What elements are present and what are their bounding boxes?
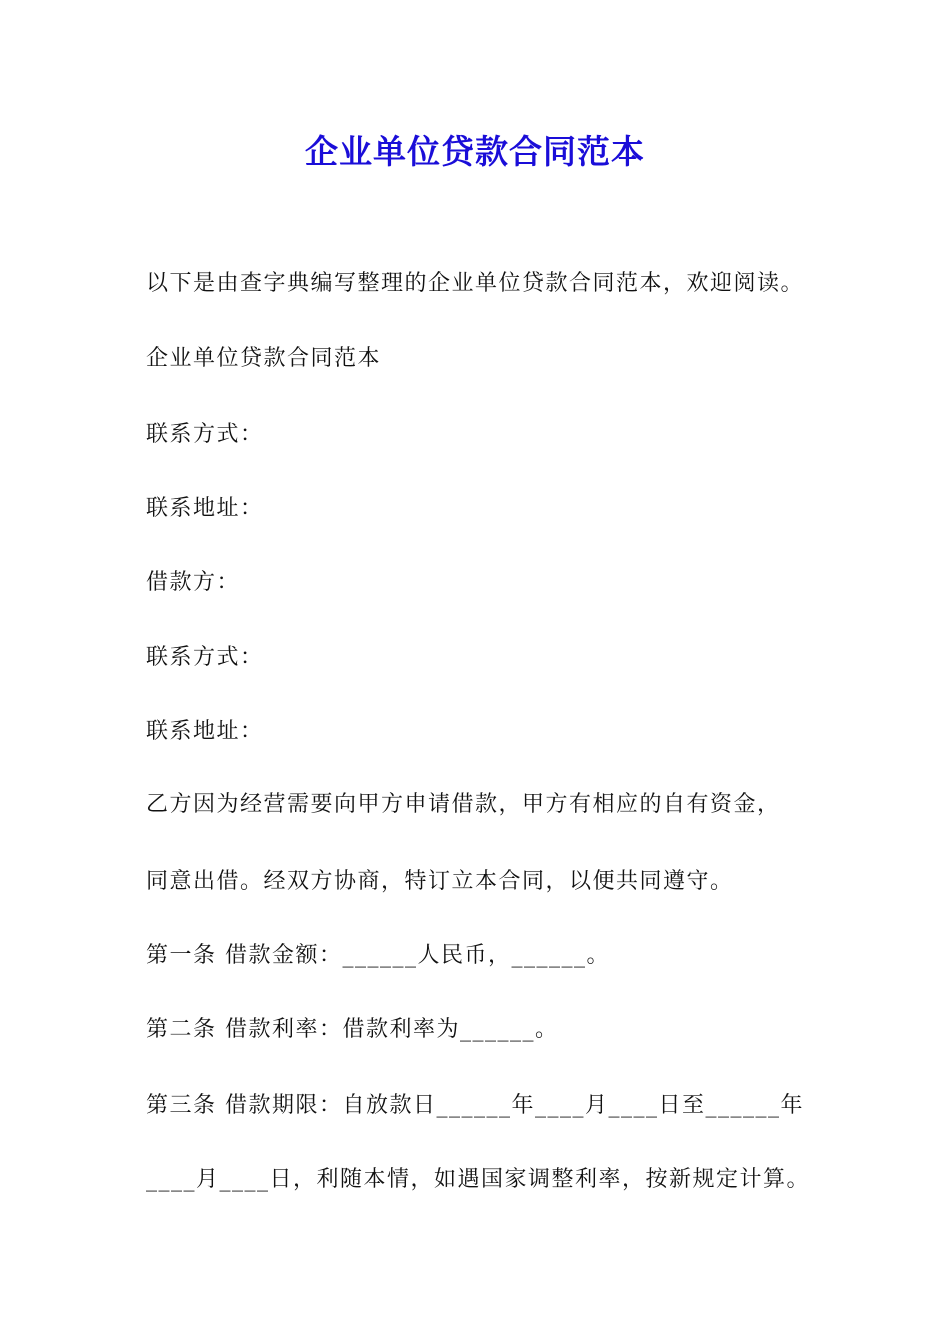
preamble-line-1: 乙方因为经营需要向甲方申请借款，甲方有相应的自有资金， [146, 792, 781, 817]
borrower-contact-label: 联系方式： [146, 645, 264, 670]
article-2-interest-rate: 第二条 借款利率：借款利率为______。 [146, 1017, 559, 1042]
lender-contact-label: 联系方式： [146, 422, 264, 447]
contract-heading: 企业单位贷款合同范本 [146, 346, 382, 371]
preamble-line-2: 同意出借。经双方协商，特订立本合同，以便共同遵守。 [146, 869, 734, 894]
document-title: 企业单位贷款合同范本 [305, 132, 645, 171]
article-3-loan-term-line-2: ____月____日，利随本情，如遇国家调整利率，按新规定计算。 [146, 1167, 811, 1192]
article-1-loan-amount: 第一条 借款金额：______人民币，______。 [146, 943, 610, 968]
lender-address-label: 联系地址： [146, 496, 264, 521]
intro-paragraph: 以下是由查字典编写整理的企业单位贷款合同范本，欢迎阅读。 [146, 271, 805, 296]
borrower-label: 借款方： [146, 570, 241, 595]
article-3-loan-term-line-1: 第三条 借款期限：自放款日______年____月____日至______年 [146, 1093, 804, 1118]
borrower-address-label: 联系地址： [146, 719, 264, 744]
